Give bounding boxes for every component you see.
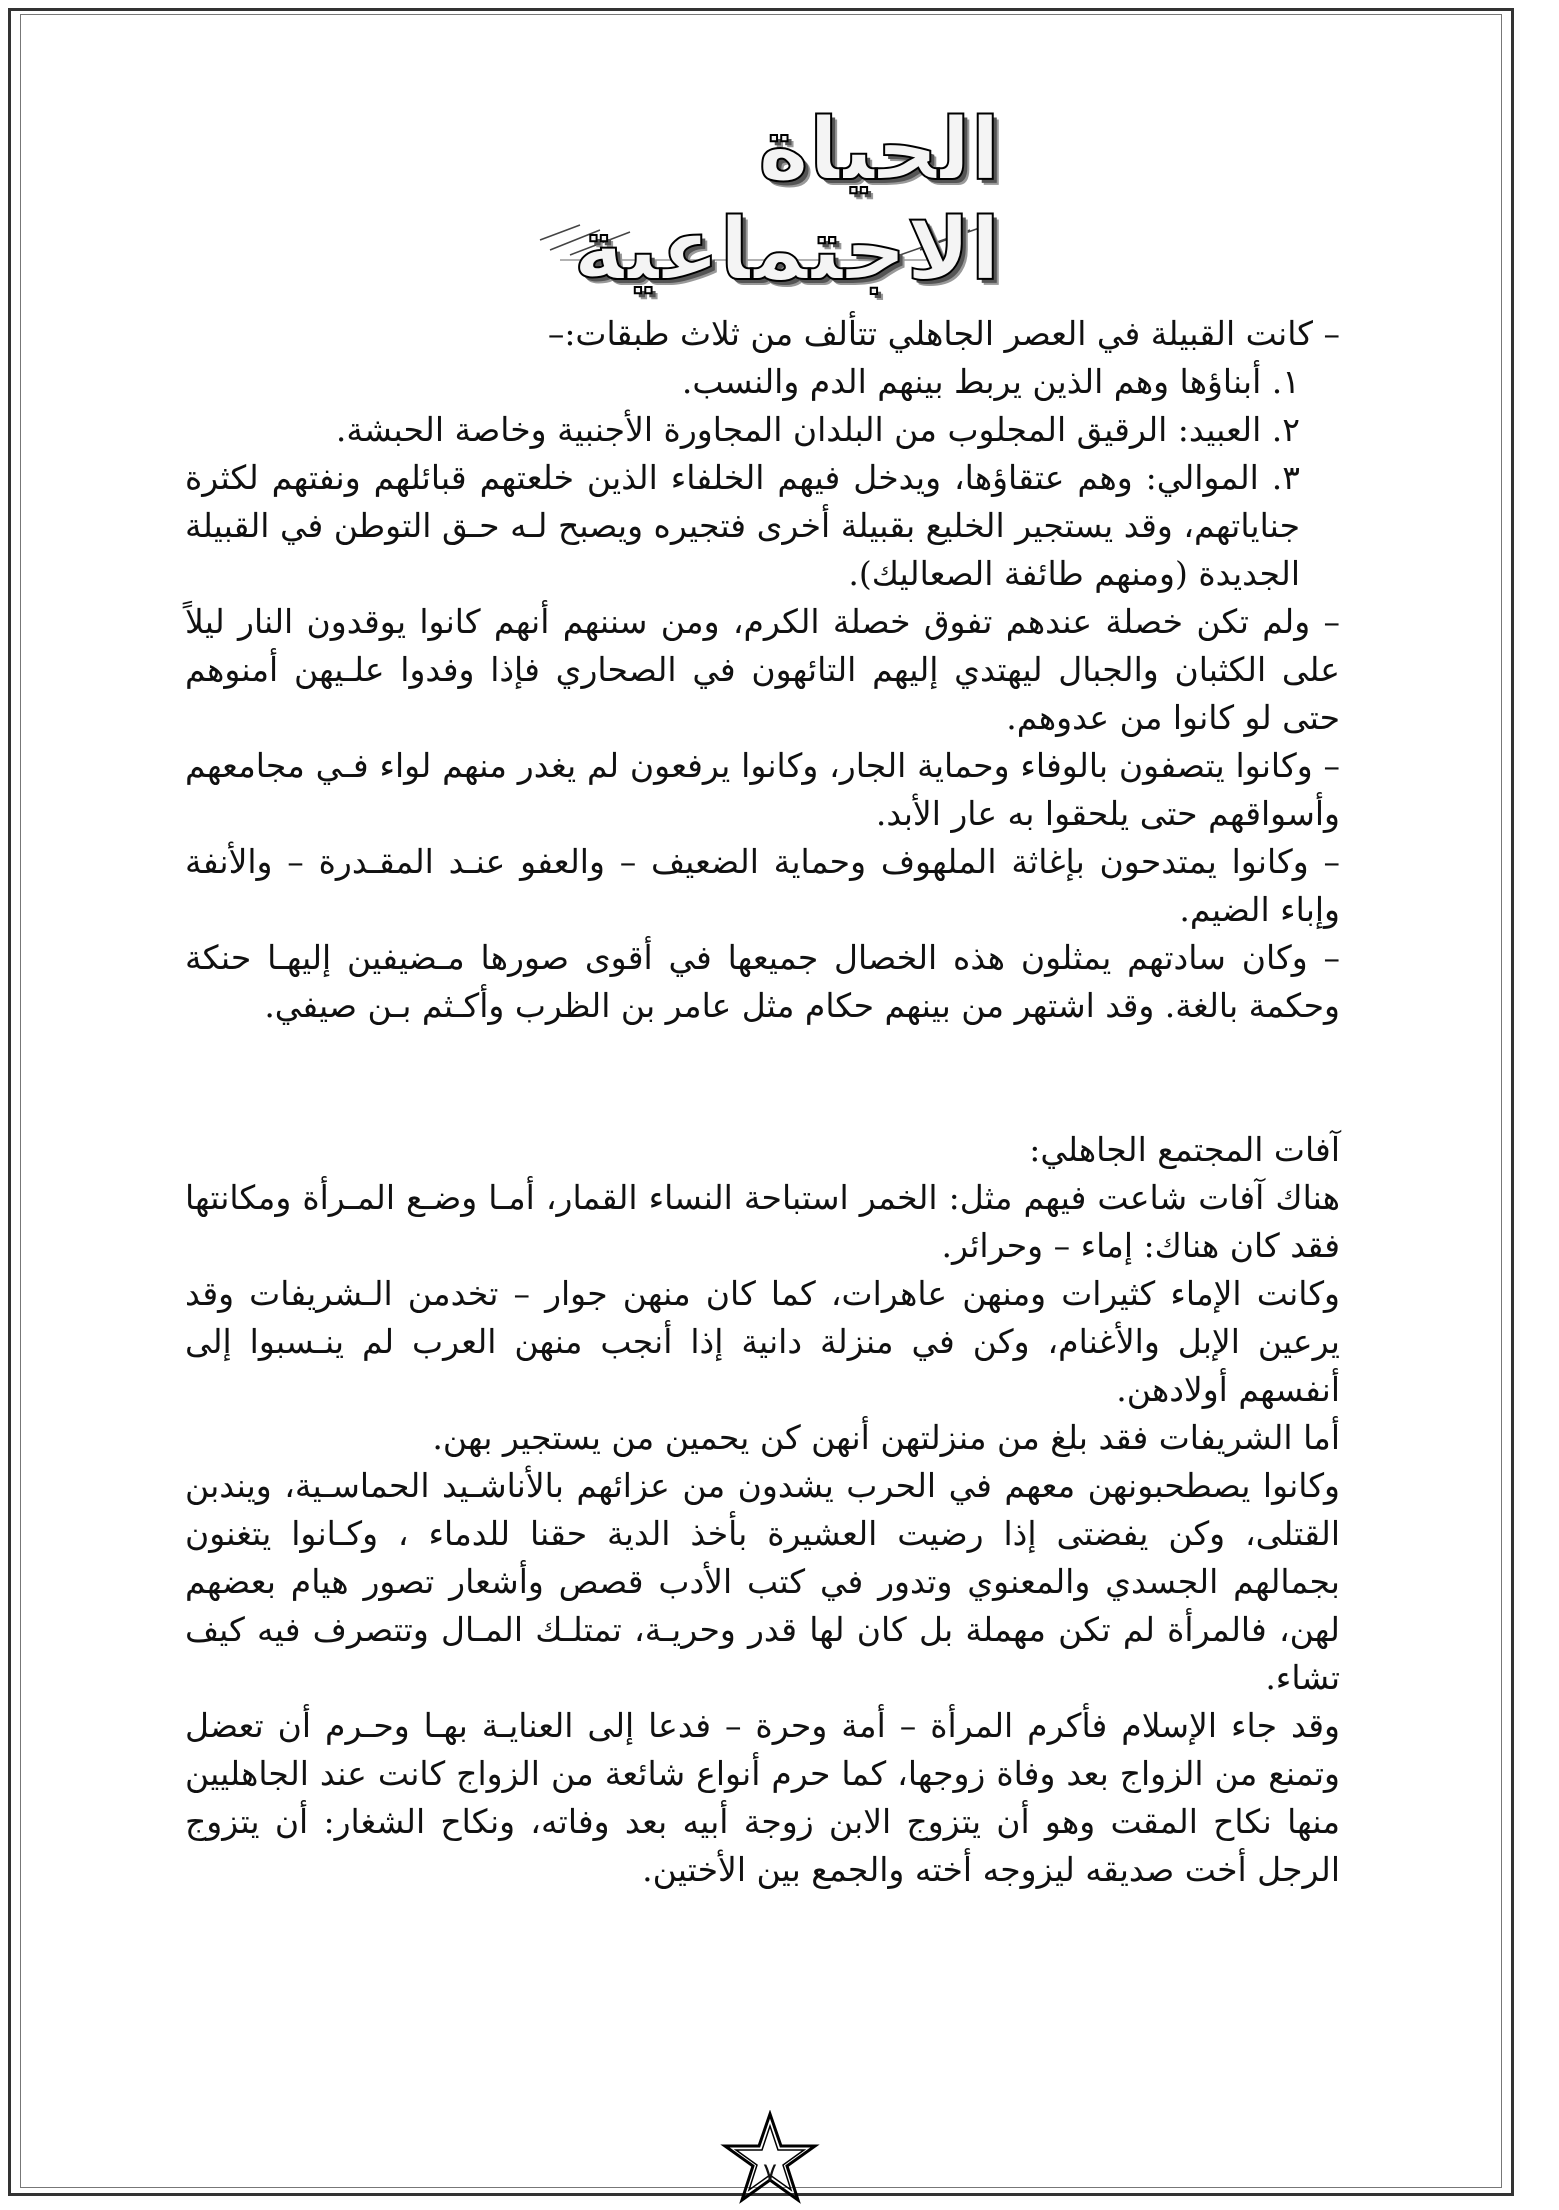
paragraph: – وكانوا يتصفون بالوفاء وحماية الجار، وكانوا يرفعون لم يغدر منهم لواء فـي مجامعهم وأسواقهم حتى يلحقوا به عار الأبد. bbox=[185, 746, 1340, 833]
paragraph: وكانوا يصطحبونهن معهم في الحرب يشدون من عزائهم بالأناشـيد الحماسـية، ويندبن القتلى، وكن يفضتى إذا رضيت العشيرة بأخذ الدية حقنا للدماء ، وكـانوا يتغنون بجمالهم الجسدي والمعنوي وتدور في كتب الأدب قصص وأشعار تصور هيام بعضهم لهن، فالمرأة لم تكن مهملة بل كان لها قدر وحريـة، تمتلـك المـال وتتصرف فيه كيف تشاء. bbox=[185, 1466, 1340, 1697]
paragraph: – وكان سادتهم يمثلون هذه الخصال جميعها في أقوى صورها مـضيفين إليهـا حنكة وحكمة بالغة. وقد اشتهر من بينهم حكام مثل عامر بن الظرب وأكـثم بـن صيفي. bbox=[185, 938, 1340, 1025]
paragraph: – ولم تكن خصلة عندهم تفوق خصلة الكرم، ومن سننهم أنهم كانوا يوقدون النار ليلاً على الكثبان والجبال ليهتدي إليهم التائهون في الصحاري فإذا وفدوا علـيهن أمنوهم حتى لو كانوا من عدوهم. bbox=[185, 602, 1340, 737]
list-item: ١. أبناؤها وهم الذين يربط بينهم الدم والنسب. bbox=[681, 362, 1300, 401]
list-item: ٢. العبيد: الرقيق المجلوب من البلدان المجاورة الأجنبية وخاصة الحبشة. bbox=[335, 410, 1300, 449]
paragraph: – وكانوا يمتدحون بإغاثة الملهوف وحماية الضعيف – والعفو عنـد المقـدرة – والأنفة وإباء الضيم. bbox=[185, 842, 1340, 929]
paragraph: وقد جاء الإسلام فأكرم المرأة – أمة وحرة – فدعا إلى العنايـة بهـا وحـرم أن تعضل وتمنع من الزواج بعد وفاة زوجها، كما حرم أنواع شائعة من الزواج كانت عند الجاهليين منها نكاح المقت وهو أن يتزوج الابن زوجة أبيه بعد وفاته، ونكاح الشغار: أن يتزوج الرجل أخت صديقه ليزوجه أخته والجمع بين الأختين. bbox=[185, 1706, 1340, 1889]
page-number: ٧ bbox=[763, 2158, 777, 2188]
class-list bbox=[185, 358, 1340, 598]
spacer bbox=[185, 1030, 1340, 1126]
paragraph: أما الشريفات فقد بلغ من منزلتهن أنهن كن يحمين من يستجير بهن. bbox=[432, 1418, 1340, 1457]
page-title: الحياة الاجتماعية bbox=[573, 100, 1000, 300]
section-heading: آفات المجتمع الجاهلي: bbox=[1029, 1130, 1340, 1169]
page-number-badge bbox=[720, 2110, 820, 2205]
paragraph: وكانت الإماء كثيرات ومنهن عاهرات، كما كان منهن جوار – تخدمن الـشريفات وقد يرعين الإبل والأغنام، وكن في منزلة دانية إذا أنجب منهن العرب لم ينـسبوا إلى أنفسهم أولادهن. bbox=[185, 1274, 1340, 1409]
paragraph: هناك آفات شاعت فيهم مثل: الخمر استباحة النساء القمار، أمـا وضـع المـرأة ومكانتها فقد كان هناك: إماء – وحرائر. bbox=[185, 1178, 1340, 1265]
document-body bbox=[185, 310, 1340, 1894]
title-banner bbox=[520, 100, 1000, 300]
list-item: ٣. الموالي: وهم عتقاؤها، ويدخل فيهم الخلفاء الذين خلعتهم قبائلهم ونفتهم لكثرة جناياتهم، وقد يستجير الخليع بقبيلة أخرى فتجيره ويصبح لـه حـق التوطن في القبيلة الجديدة (ومنهم طائفة الصعاليك). bbox=[185, 458, 1300, 593]
paragraph: – كانت القبيلة في العصر الجاهلي تتألف من ثلاث طبقات:– bbox=[547, 314, 1340, 353]
